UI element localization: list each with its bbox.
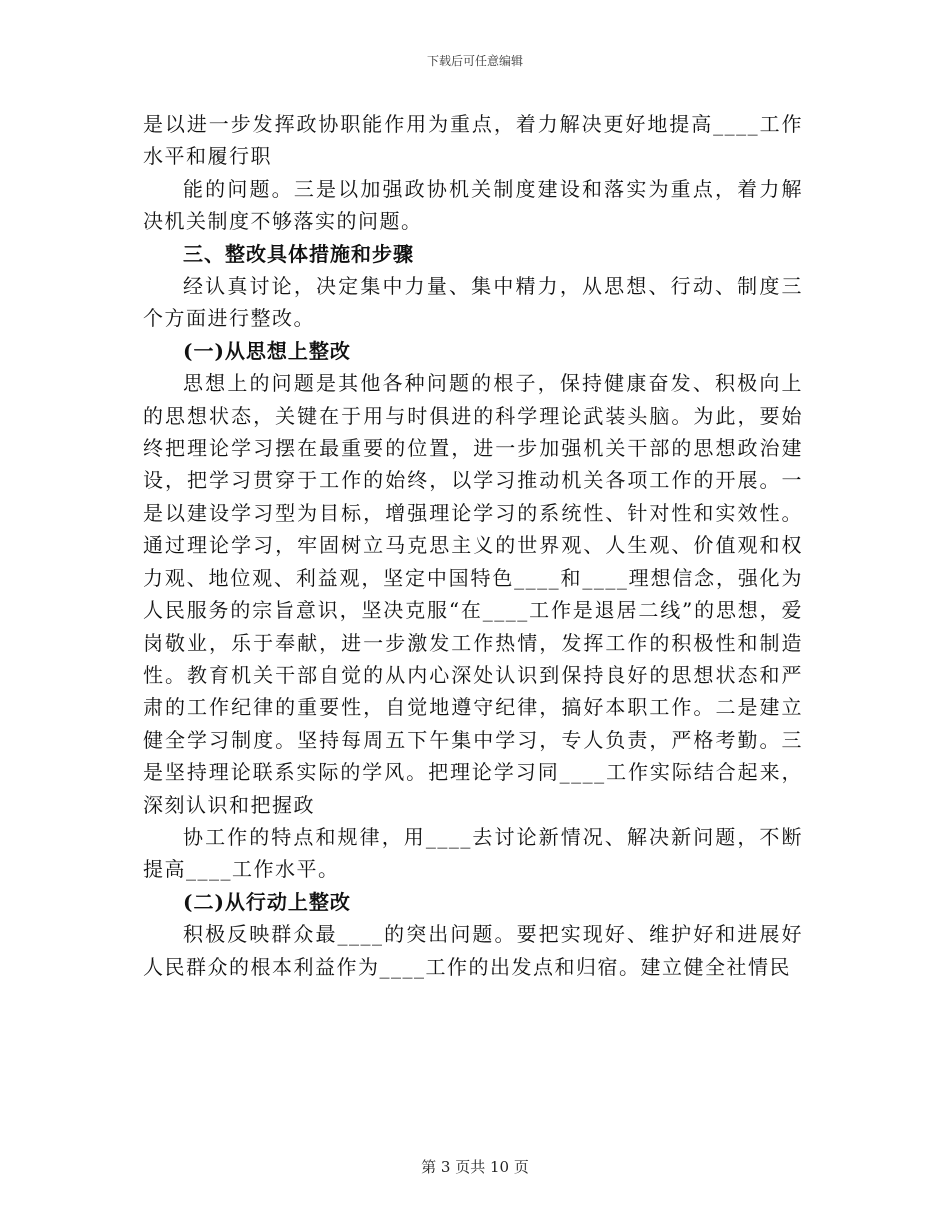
paragraph: 思想上的问题是其他各种问题的根子，保持健康奋发、积极向上的思想状态，关键在于用与时俱进的科学理论武装头脑。为此，要始终把理论学习摆在最重要的位置，进一步加强机关干部的思想政治建设，把学习贯穿于工作的始终，以学习推动机关各项工作的开展。一是以建设学习型为目标，增强理论学习的系统性、针对性和实效性。通过理论学习，牢固树立马克思主义的世界观、人生观、价值观和权力观、地位观、利益观，坚定中国特色____和____理想信念，强化为人民服务的宗旨意识，坚决克服“在____工作是退居二线”的思想，爱岗敬业，乐于奉献，进一步激发工作热情，发挥工作的积极性和制造性。教育机关干部自觉的从内心深处认识到保持良好的思想状态和严肃的工作纪律的重要性，自觉地遵守纪律，搞好本职工作。二是建立健全学习制度。坚持每周五下午集中学习，专人负责，严格考勤。三是坚持理论联系实际的学风。把理论学习同____工作实际结合起来，深刻认识和把握政 [143,371,803,817]
paragraph: 协工作的特点和规律，用____去讨论新情况、解决新问题，不断提高____工作水平。 [143,824,803,882]
page-header: 下载后可任意编辑 [426,54,523,68]
section-heading: 三、整改具体措施和步骤 [183,241,414,266]
page-footer: 第 3 页共 10 页 [421,1158,529,1176]
paragraph: 积极反映群众最____的突出问题。要把实现好、维护好和进展好人民群众的根本利益作为____工作的出发点和归宿。建立健全社情民 [143,922,803,979]
paragraph: 经认真讨论，决定集中力量、集中精力，从思想、行动、制度三个方面进行整改。 [143,274,803,331]
paragraph: 是以进一步发挥政协职能作用为重点，着力解决更好地提高____工作水平和履行职 [143,112,803,169]
subsection-heading: (二)从行动上整改 [183,889,351,914]
document-body [143,108,803,983]
paragraph: 能的问题。三是以加强政协机关制度建设和落实为重点，着力解决机关制度不够落实的问题。 [143,176,803,234]
subsection-heading: (一)从思想上整改 [183,338,351,363]
